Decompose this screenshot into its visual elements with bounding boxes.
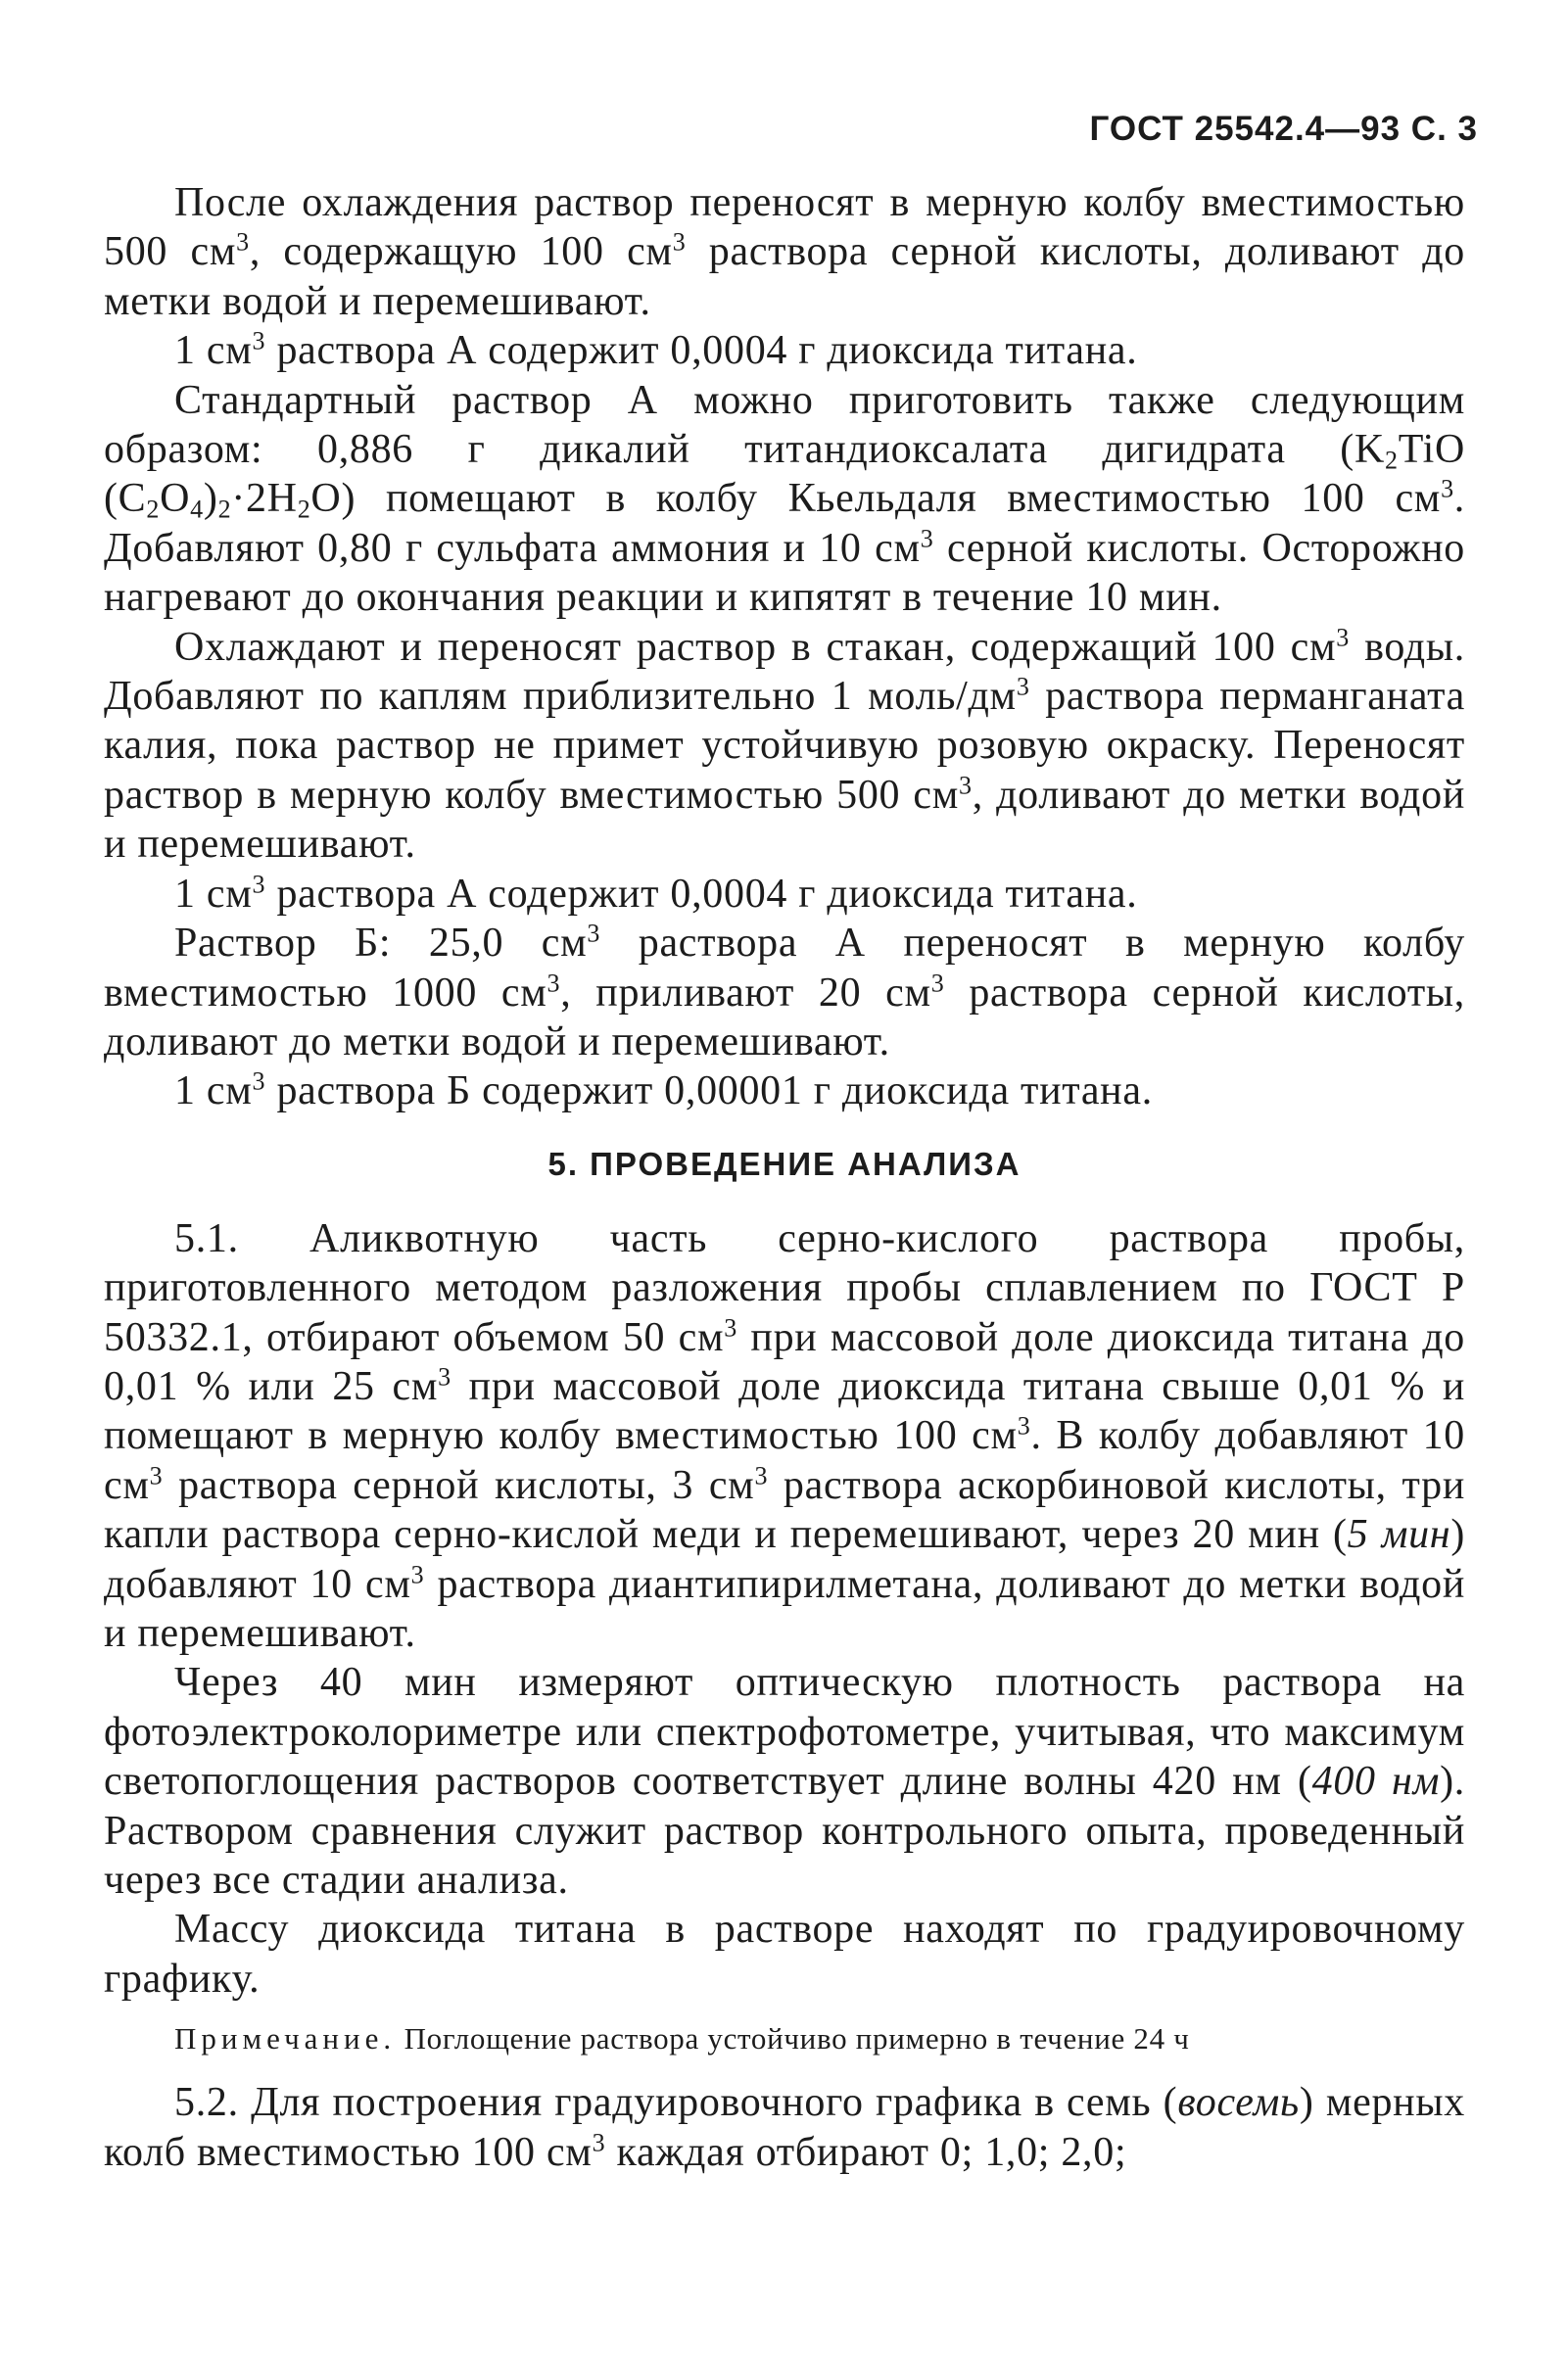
paragraph-5-2: 5.2. Для построения градуировочного графика в семь (восемь) мерных колб вместимостью 100 $см^3$ каждая отбирают 0; 1,0; 2,0;	[104, 2080, 1465, 2175]
paragraph-solution-b-content: 1 $см^3$ раствора Б содержит 0,00001 г диоксида титана.	[174, 1067, 1153, 1114]
page-header: ГОСТ 25542.4—93 С. 3	[1089, 110, 1478, 148]
paragraph-solution-a-content-2: 1 $см^3$ раствора А содержит 0,0004 г диоксида титана.	[174, 870, 1138, 917]
note-text: Поглощение раствора устойчиво примерно в течение 24 ч	[396, 2021, 1190, 2057]
paragraph-solution-a-content: 1 $см^3$ раствора А содержит 0,0004 г диоксида титана.	[174, 326, 1138, 374]
document-body	[104, 178, 1465, 2177]
note	[104, 2017, 1465, 2060]
paragraph-standard-solution: Стандартный раствор А можно приготовить также следующим образом: 0,886 г дикалий титандиоксалата дигидрата ($K_2TiO$ $(C_2O_4)_2\cdot 2H_2O$) помещают в колбу Кьельдаля вместимостью 100 $см^3$. Добавляют 0,80 г сульфата аммония и 10 $см^3$ серной кислоты. Осторожно нагревают до окончания реакции и кипятят в течение 10 мин.	[104, 377, 1465, 621]
paragraph-solution-b: Раствор Б: 25,0 $см^3$ раствора А переносят в мерную колбу вместимостью 1000 $см^3$, приливают 20 $см^3$ раствора серной кислоты, доливают до метки водой и перемешивают.	[104, 919, 1466, 1064]
paragraph-cooling-transfer: Охлаждают и переносят раствор в стакан, содержащий 100 $см^3$ воды. Добавляют по каплям приблизительно 1 моль/$дм^3$ раствора перманганата калия, пока раствор не примет устойчивую розовую окраску. Переносят раствор в мерную колбу вместимостью 500 $см^3$, доливают до метки водой и перемешивают.	[104, 623, 1465, 868]
paragraph-cooling: После охлаждения раствор переносят в мерную колбу вместимостью 500 $см^3$, содержащую 100 $см^3$ раствора серной кислоты, доливают до метки водой и перемешивают.	[104, 180, 1465, 324]
section-heading: 5. ПРОВЕДЕНИЕ АНАЛИЗА	[547, 1145, 1022, 1182]
note-label: Примечание.	[174, 2021, 397, 2057]
paragraph-mass: Массу диоксида титана в растворе находят по градуировочному графику.	[104, 1907, 1465, 2002]
paragraph-measurement: Через 40 мин измеряют оптическую плотность раствора на фотоэлектроколориметре или спектрофотометре, учитывая, что максимум светопоглощения растворов соответствует длине волны 420 нм (400 нм). Раствором сравнения служит раствор контрольного опыта, проведенный через все стадии анализа.	[104, 1660, 1465, 1903]
paragraph-5-1: 5.1. Аликвотную часть серно-кислого раствора пробы, приготовленного методом разложения пробы сплавлением по ГОСТ Р 50332.1, отбирают объемом 50 $см^3$ при массовой доле диоксида титана до 0,01 % или 25 $см^3$ при массовой доле диоксида титана свыше 0,01 % и помещают в мерную колбу вместимостью 100 $см^3$. В колбу добавляют 10 $см^3$ раствора серной кислоты, 3 $см^3$ раствора аскорбиновой кислоты, три капли раствора серно-кислой меди и перемешивают, через 20 мин (5 мин) добавляют 10 $см^3$ раствора диантипирилметана, доливают до метки водой и перемешивают.	[104, 1215, 1465, 1656]
